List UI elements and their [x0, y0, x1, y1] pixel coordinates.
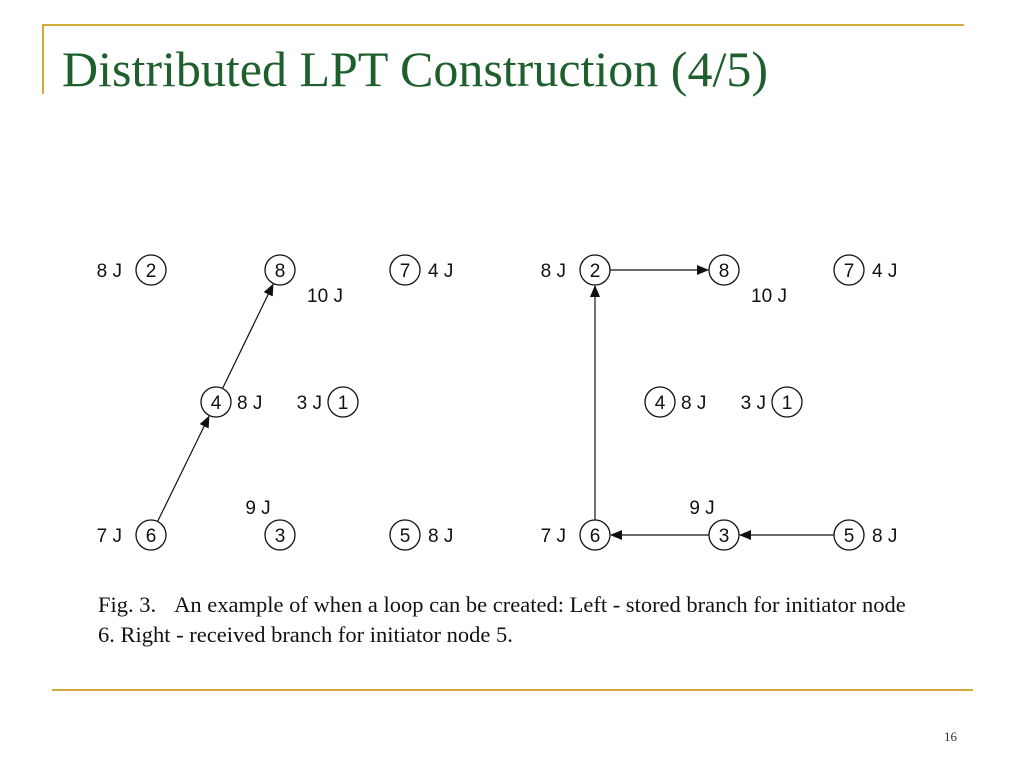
node-energy-label: 8 J — [540, 261, 566, 282]
node-energy-label: 9 J — [245, 498, 271, 519]
node-id-label: 4 — [210, 393, 222, 414]
node-id-label: 1 — [337, 393, 349, 414]
left-panel — [97, 255, 454, 550]
caption-label: Fig. 3. — [98, 592, 157, 617]
left-node-2 — [97, 255, 166, 285]
left-node-4 — [201, 387, 262, 417]
right-node-6 — [541, 520, 610, 550]
node-id-label: 7 — [843, 261, 855, 282]
slide-title: Distributed LPT Construction (4/5) — [62, 41, 768, 97]
node-id-label: 6 — [589, 526, 601, 547]
right-panel — [541, 255, 898, 550]
node-energy-label: 8 J — [681, 393, 707, 414]
page-number: 16 — [944, 729, 957, 744]
node-energy-label: 3 J — [296, 393, 322, 414]
node-id-label: 2 — [589, 261, 601, 282]
left-edge-6-to-4 — [158, 416, 209, 521]
left-node-3 — [245, 498, 295, 550]
node-id-label: 2 — [145, 261, 157, 282]
node-id-label: 8 — [274, 261, 286, 282]
right-node-5 — [834, 520, 897, 550]
node-energy-label: 7 J — [96, 526, 122, 547]
left-node-6 — [97, 520, 166, 550]
node-energy-label: 4 J — [428, 261, 454, 282]
right-node-3 — [689, 498, 739, 550]
node-id-label: 3 — [718, 526, 730, 547]
node-energy-label: 4 J — [872, 261, 898, 282]
right-node-1 — [741, 387, 802, 417]
node-energy-label: 8 J — [96, 261, 122, 282]
figure-caption — [98, 590, 918, 650]
node-id-label: 5 — [399, 526, 411, 547]
right-node-7 — [834, 255, 897, 285]
node-energy-label: 8 J — [872, 526, 898, 547]
node-energy-label: 9 J — [689, 498, 715, 519]
node-id-label: 7 — [399, 261, 411, 282]
node-energy-label: 7 J — [540, 526, 566, 547]
left-edge-4-to-8 — [223, 284, 273, 388]
right-node-4 — [645, 387, 706, 417]
node-energy-label: 3 J — [740, 393, 766, 414]
node-id-label: 1 — [781, 393, 793, 414]
left-node-1 — [297, 387, 358, 417]
caption-text: An example of when a loop can be created: Left - stored branch for initiator node 6. Right - received branch for initiator node 5. — [98, 592, 906, 647]
node-energy-label: 8 J — [237, 393, 263, 414]
node-energy-label: 10 J — [307, 286, 343, 307]
node-id-label: 3 — [274, 526, 286, 547]
left-node-8 — [265, 255, 343, 307]
left-node-7 — [390, 255, 453, 285]
node-id-label: 6 — [145, 526, 157, 547]
node-energy-label: 10 J — [751, 286, 787, 307]
node-id-label: 4 — [654, 393, 666, 414]
footer-rule — [52, 689, 973, 691]
node-id-label: 5 — [843, 526, 855, 547]
right-node-2 — [541, 255, 610, 285]
left-node-5 — [390, 520, 453, 550]
node-energy-label: 8 J — [428, 526, 454, 547]
node-id-label: 8 — [718, 261, 730, 282]
right-node-8 — [709, 255, 787, 307]
